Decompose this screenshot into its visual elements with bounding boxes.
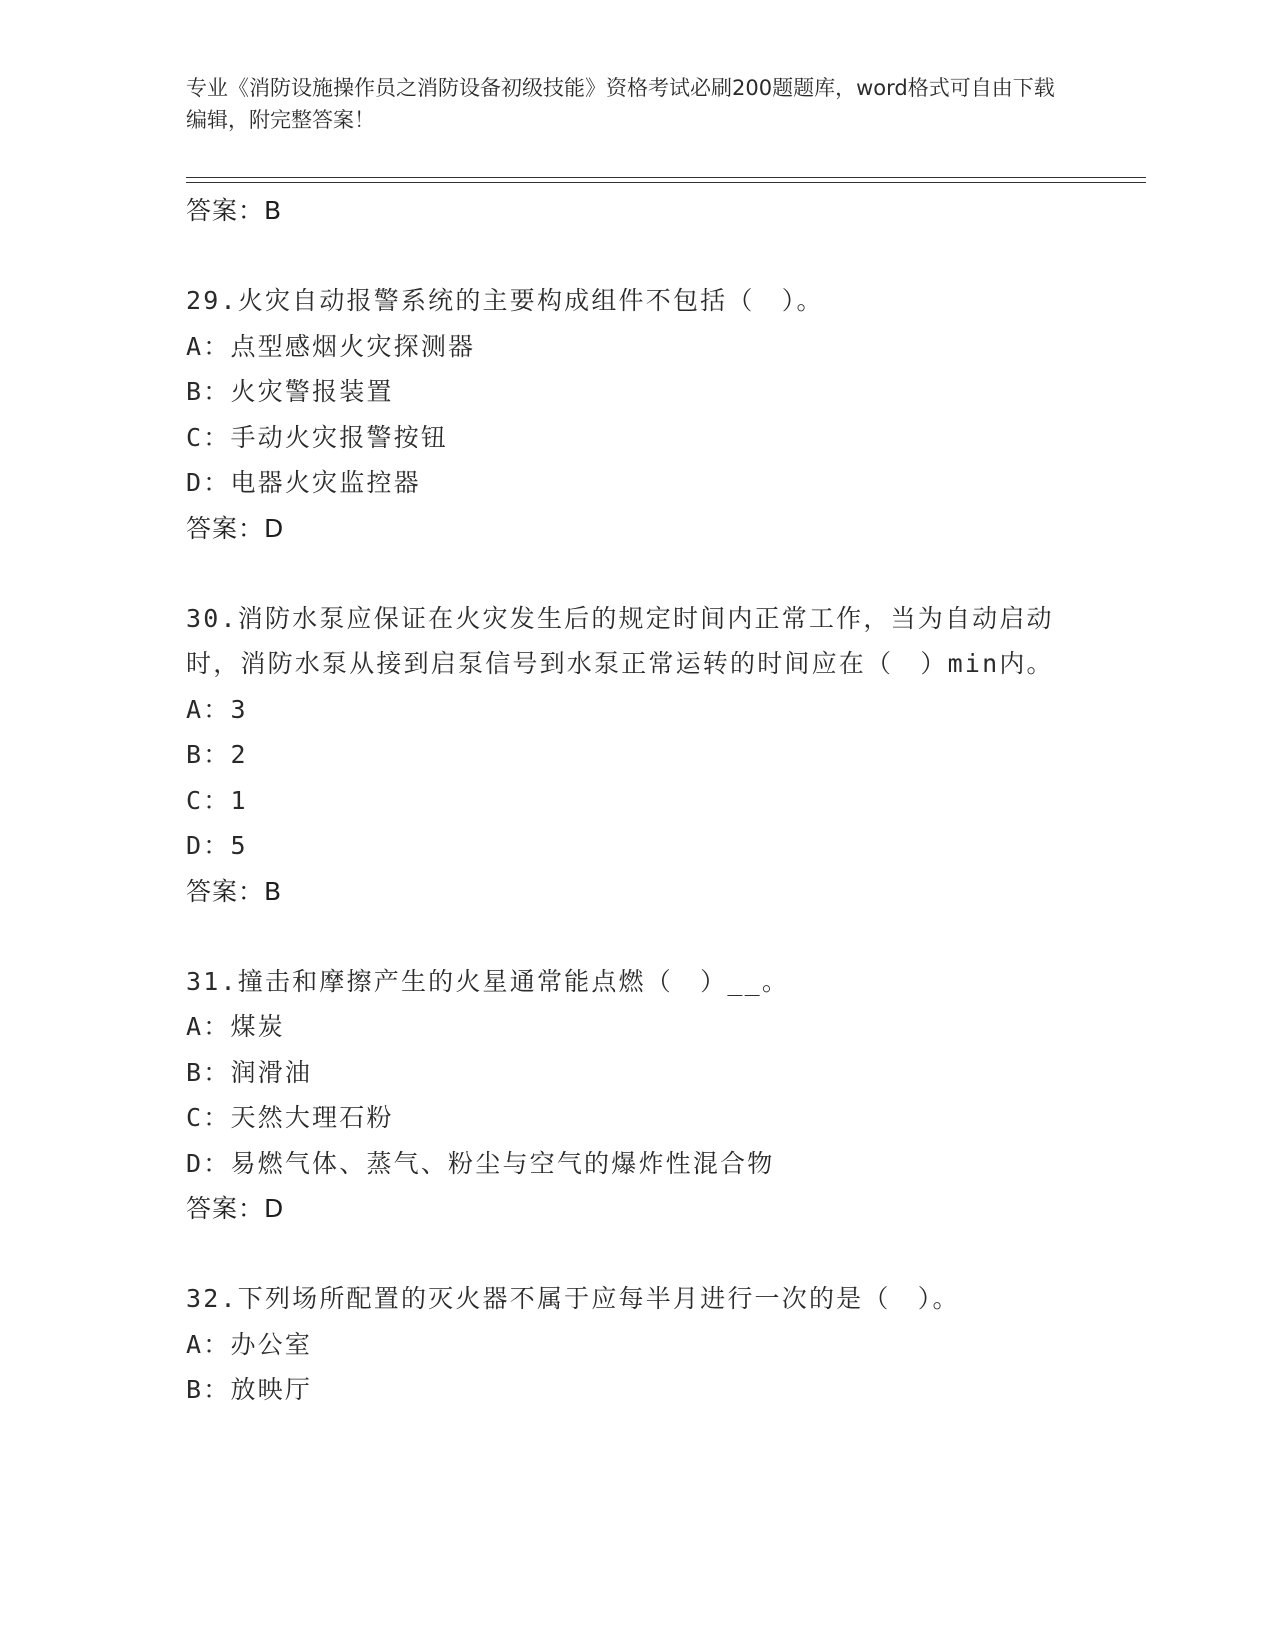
option-text: 火灾警报装置 xyxy=(230,377,394,406)
option-letter: C： xyxy=(186,422,231,452)
option-letter: C： xyxy=(186,1103,231,1132)
option-text: 5 xyxy=(230,831,248,860)
option-letter: C： xyxy=(186,785,231,815)
option-a xyxy=(186,1322,1086,1368)
answer-line: 答案：B xyxy=(186,876,283,906)
header-divider-bottom xyxy=(186,182,1146,183)
option-text: 1 xyxy=(230,785,248,815)
option-text: 3 xyxy=(230,694,248,724)
option-text: 点型感烟火灾探测器 xyxy=(230,331,476,361)
document-header: 专业《消防设施操作员之消防设备初级技能》资格考试必刷200题题库，word格式可自由下载编辑，附完整答案！ xyxy=(186,76,1055,132)
option-letter: D： xyxy=(186,1148,231,1178)
option-b xyxy=(186,369,1086,415)
option-letter: D： xyxy=(186,468,231,497)
option-b xyxy=(186,1367,1086,1413)
answer-line: 答案：D xyxy=(186,1194,285,1223)
option-letter: B： xyxy=(186,740,231,769)
question-29 xyxy=(186,278,1086,552)
option-letter: B： xyxy=(186,1375,231,1404)
option-d xyxy=(186,1141,1086,1187)
option-letter: A： xyxy=(186,694,231,724)
answer-line: 答案：B xyxy=(186,196,283,225)
question-32 xyxy=(186,1276,1086,1413)
option-d xyxy=(186,823,1086,869)
option-b xyxy=(186,732,1086,778)
option-text: 2 xyxy=(230,740,248,769)
option-c xyxy=(186,1095,1086,1141)
option-letter: A： xyxy=(186,1329,231,1359)
option-b xyxy=(186,1050,1086,1096)
question-list xyxy=(186,188,1086,1413)
option-letter: B： xyxy=(186,1057,231,1087)
option-text: 易燃气体、蒸气、粉尘与空气的爆炸性混合物 xyxy=(230,1148,775,1178)
question-stem: 31.撞击和摩擦产生的火星通常能点燃（ ）__。 xyxy=(186,966,790,996)
option-text: 办公室 xyxy=(230,1329,313,1359)
option-text: 放映厅 xyxy=(230,1375,313,1404)
option-a xyxy=(186,1004,1086,1050)
question-30 xyxy=(186,596,1086,915)
question-stem: 29.火灾自动报警系统的主要构成组件不包括（ ）。 xyxy=(186,286,824,315)
option-text: 天然大理石粉 xyxy=(230,1103,394,1132)
option-letter: A： xyxy=(186,331,231,361)
option-letter: D： xyxy=(186,831,231,860)
option-c xyxy=(186,778,1086,824)
option-letter: B： xyxy=(186,377,231,406)
option-text: 煤炭 xyxy=(230,1012,285,1041)
question-stem: 32.下列场所配置的灭火器不属于应每半月进行一次的是（ ）。 xyxy=(186,1284,960,1313)
answer-line: 答案：D xyxy=(186,513,285,543)
option-d xyxy=(186,460,1086,506)
option-a xyxy=(186,324,1086,370)
option-text: 润滑油 xyxy=(230,1057,313,1087)
question-stem: 30.消防水泵应保证在火灾发生后的规定时间内正常工作，当为自动启动时，消防水泵从接到启泵信号到水泵正常运转的时间应在（ ）min内。 xyxy=(186,603,1054,678)
question-31 xyxy=(186,959,1086,1233)
option-text: 手动火灾报警按钮 xyxy=(230,422,449,452)
option-letter: A： xyxy=(186,1012,231,1041)
option-c xyxy=(186,415,1086,461)
option-a xyxy=(186,687,1086,733)
option-text: 电器火灾监控器 xyxy=(230,468,421,497)
header-divider-top xyxy=(186,177,1146,178)
